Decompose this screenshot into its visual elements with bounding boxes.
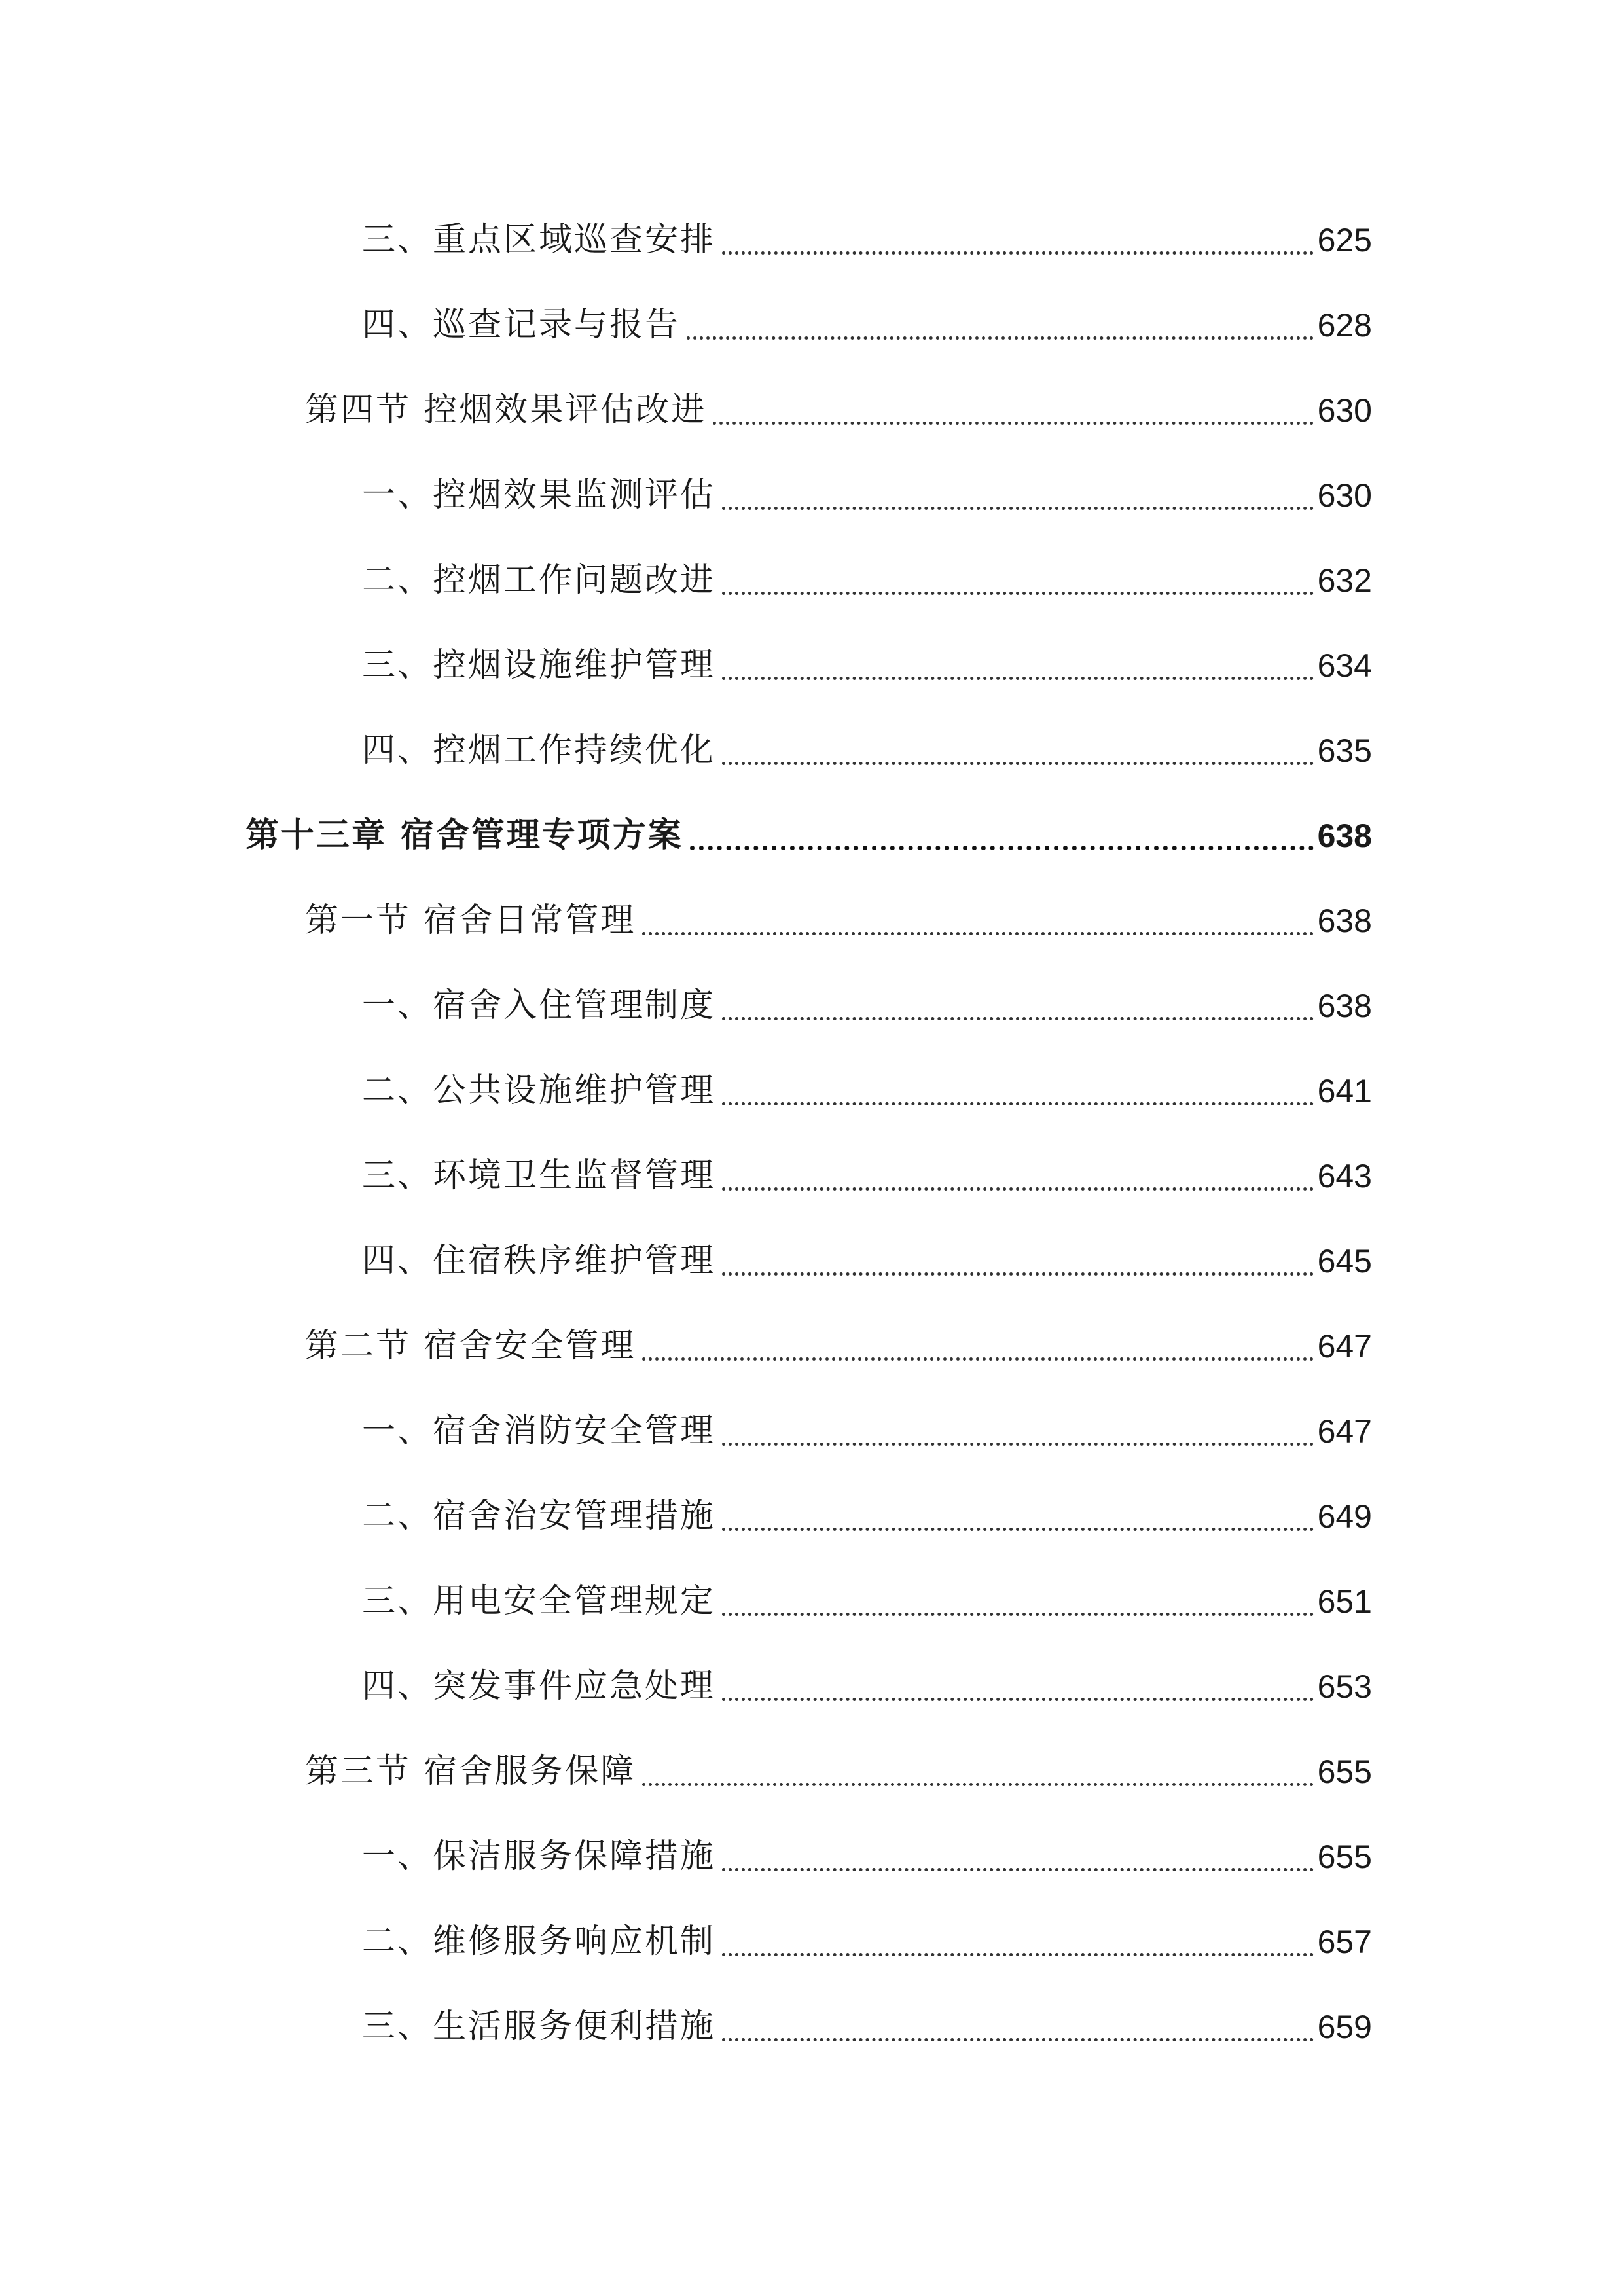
toc-entry[interactable] — [362, 980, 1372, 1032]
toc-entry-page: 625 — [1317, 222, 1372, 259]
dot-leader — [722, 1187, 1314, 1191]
toc-entry-page: 641 — [1317, 1073, 1372, 1109]
toc-entry[interactable] — [362, 554, 1372, 607]
toc-entry[interactable] — [362, 1405, 1372, 1458]
toc-entry-title: 四、巡查记录与报告 — [362, 306, 681, 344]
dot-leader — [722, 677, 1314, 680]
toc-entry-page: 657 — [1317, 1924, 1372, 1960]
toc-entry-page: 645 — [1317, 1243, 1372, 1280]
dot-leader — [722, 251, 1314, 255]
toc-entry-page: 630 — [1317, 477, 1372, 514]
toc-entry[interactable] — [362, 639, 1372, 692]
toc-entry-page: 651 — [1317, 1583, 1372, 1620]
toc-entry-title: 四、控烟工作持续优化 — [362, 731, 716, 770]
dot-leader — [722, 1953, 1314, 1956]
toc-entry-title: 四、住宿秩序维护管理 — [362, 1242, 716, 1280]
dot-leader — [722, 1613, 1314, 1616]
dot-leader — [722, 1698, 1314, 1701]
toc-entry-title: 二、控烟工作问题改进 — [362, 561, 716, 600]
toc-entry[interactable] — [362, 1660, 1372, 1713]
toc-entry-page: 649 — [1317, 1498, 1372, 1535]
toc-entry-title: 四、突发事件应急处理 — [362, 1667, 716, 1706]
dot-leader — [722, 1017, 1314, 1020]
toc-entry-page: 647 — [1317, 1413, 1372, 1450]
toc-entry-page: 655 — [1317, 1839, 1372, 1875]
toc-entry[interactable] — [362, 1831, 1372, 1883]
dot-leader — [642, 932, 1313, 935]
toc-entry-title: 三、重点区域巡查安排 — [362, 221, 716, 259]
dot-leader — [722, 1102, 1314, 1105]
dot-leader — [722, 507, 1314, 510]
toc-entry-title: 第三节 宿舍服务保障 — [305, 1752, 636, 1791]
dot-leader — [713, 422, 1313, 425]
toc-entry-page: 634 — [1317, 647, 1372, 684]
toc-entry[interactable] — [362, 1235, 1372, 1287]
dot-leader — [722, 1443, 1314, 1446]
toc-entry[interactable] — [362, 469, 1372, 522]
dot-leader — [722, 762, 1314, 765]
toc-entry[interactable] — [362, 2001, 1372, 2053]
toc-entry-page: 638 — [1317, 817, 1372, 854]
toc-entry-title: 二、维修服务响应机制 — [362, 1922, 716, 1961]
toc-section-entry[interactable] — [305, 895, 1372, 947]
dot-leader — [722, 1868, 1314, 1871]
toc-entry[interactable] — [362, 299, 1372, 351]
toc-entry-title: 一、宿舍消防安全管理 — [362, 1412, 716, 1450]
toc-entry-title: 三、用电安全管理规定 — [362, 1582, 716, 1621]
toc-entry-page: 659 — [1317, 2009, 1372, 2045]
toc-chapter-entry[interactable] — [245, 810, 1372, 862]
dot-leader — [642, 1357, 1313, 1361]
dot-leader — [722, 1272, 1314, 1276]
toc-entry-title: 第二节 宿舍安全管理 — [305, 1327, 636, 1365]
toc-section-entry[interactable] — [305, 384, 1372, 437]
toc-entry-title: 三、生活服务便利措施 — [362, 2007, 716, 2046]
toc-entry-page: 630 — [1317, 392, 1372, 429]
toc-entry[interactable] — [362, 1065, 1372, 1117]
toc-entry-page: 638 — [1317, 988, 1372, 1024]
dot-leader — [642, 1783, 1313, 1786]
toc-entry[interactable] — [362, 214, 1372, 266]
toc-entry-title: 第十三章 宿舍管理专项方案 — [245, 816, 683, 855]
toc-entry-title: 二、公共设施维护管理 — [362, 1071, 716, 1110]
toc-entry[interactable] — [362, 725, 1372, 777]
toc-entry-title: 一、保洁服务保障措施 — [362, 1837, 716, 1876]
toc-entry-title: 三、控烟设施维护管理 — [362, 646, 716, 685]
toc-section-entry[interactable] — [305, 1320, 1372, 1372]
toc-entry[interactable] — [362, 1490, 1372, 1543]
toc-entry-page: 655 — [1317, 1753, 1372, 1790]
toc-section-entry[interactable] — [305, 1746, 1372, 1798]
toc-entry-page: 647 — [1317, 1328, 1372, 1365]
toc-entry-page: 628 — [1317, 307, 1372, 344]
toc-entry-title: 一、控烟效果监测评估 — [362, 476, 716, 514]
dot-leader — [722, 592, 1314, 595]
toc-entry[interactable] — [362, 1575, 1372, 1628]
dot-leader — [722, 1528, 1314, 1531]
toc-entry-title: 第一节 宿舍日常管理 — [305, 901, 636, 940]
toc-entry-title: 二、宿舍治安管理措施 — [362, 1497, 716, 1535]
toc-entry-page: 635 — [1317, 732, 1372, 769]
toc-entry-title: 三、环境卫生监督管理 — [362, 1157, 716, 1195]
toc-entry[interactable] — [362, 1150, 1372, 1202]
toc-entry-title: 第四节 控烟效果评估改进 — [305, 391, 707, 429]
toc-entry-title: 一、宿舍入住管理制度 — [362, 986, 716, 1025]
toc-entry-page: 632 — [1317, 562, 1372, 599]
toc-entry-page: 653 — [1317, 1668, 1372, 1705]
toc-entry[interactable] — [362, 1916, 1372, 1968]
dot-leader — [690, 846, 1314, 850]
dot-leader — [687, 336, 1314, 340]
toc-entry-page: 643 — [1317, 1158, 1372, 1194]
dot-leader — [722, 2038, 1314, 2041]
toc-entry-page: 638 — [1317, 903, 1372, 939]
